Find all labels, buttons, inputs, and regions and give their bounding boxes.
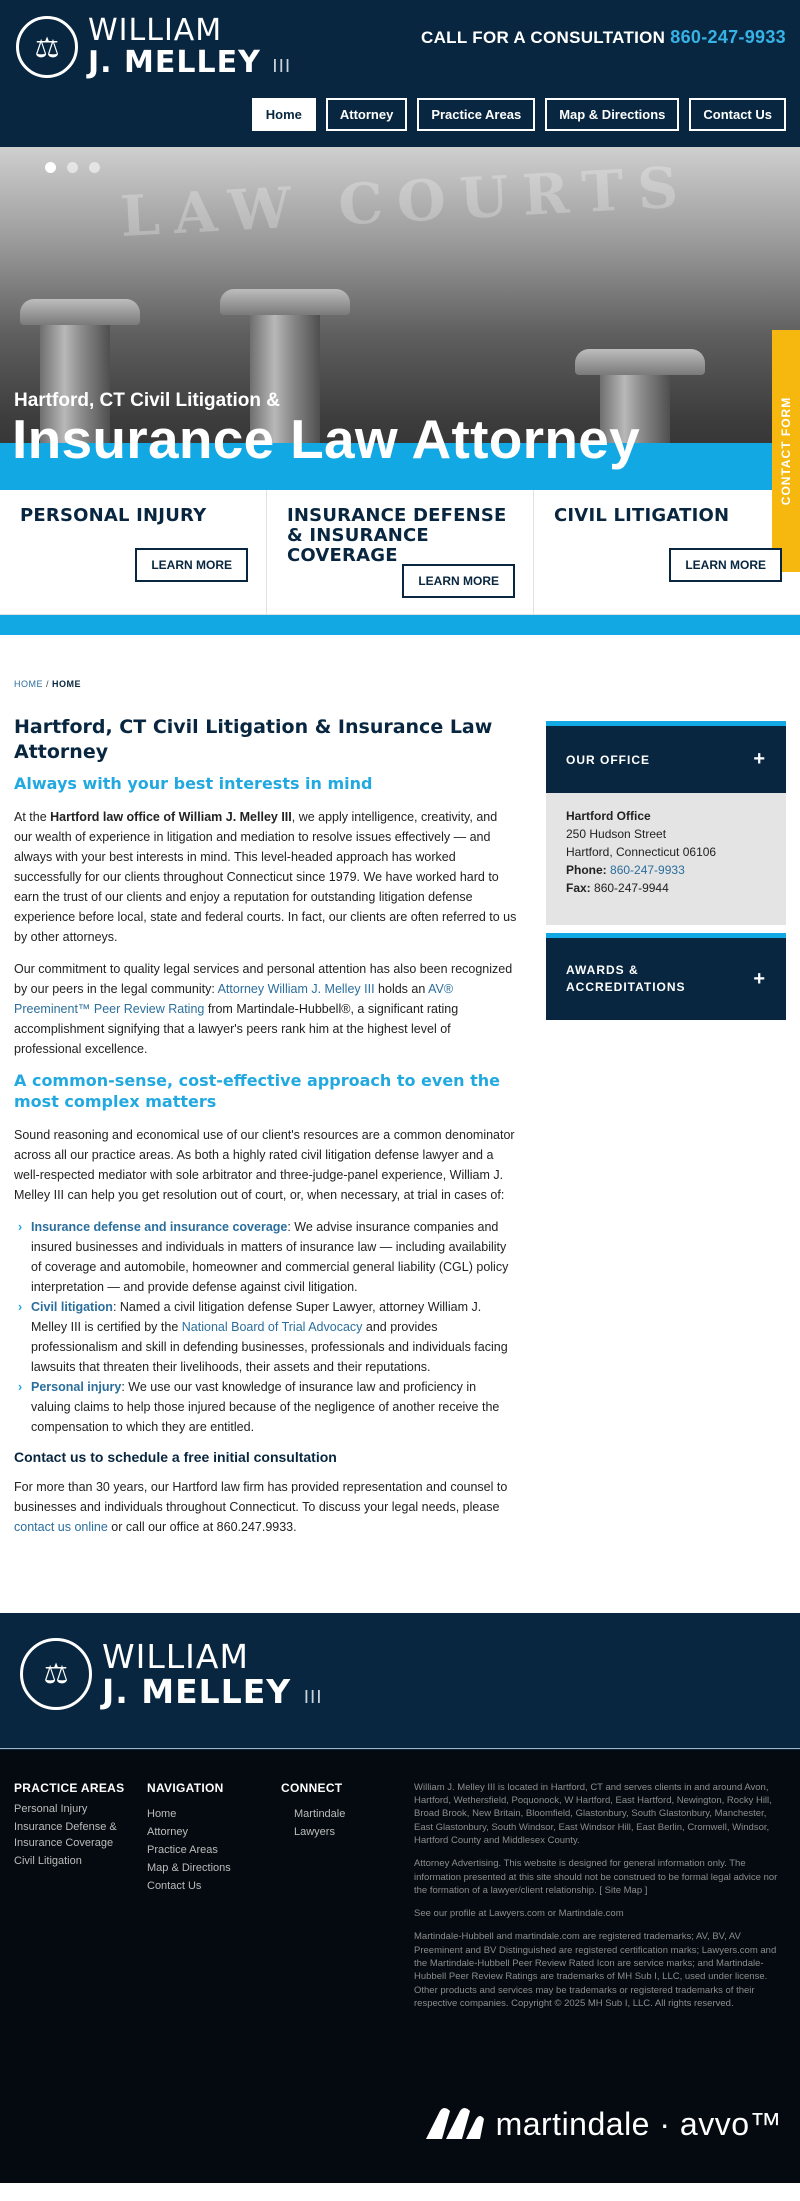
practice-box-civil-litigation [534, 490, 800, 614]
site-logo[interactable] [16, 13, 292, 80]
list-item: › Civil litigation: Named a civil litigation defense Super Lawyer, attorney William J. Melley III is certified by the National Board of Trial Advocacy and provides professionalism and skill in defending businesses, professionals and individuals facing lawsuits that threaten their livelihoods, their assets and their reputations. [14, 1297, 518, 1377]
practice-title: INSURANCE DEFENSE & INSURANCE COVERAGE [287, 505, 507, 566]
scales-of-justice-icon: ⚖ [20, 1638, 92, 1710]
hero-column-capital [220, 289, 350, 315]
footer-link[interactable]: Home [147, 1808, 177, 1821]
header-phone-link[interactable]: 860-247-9933 [670, 27, 786, 47]
footer-heading: NAVIGATION [147, 1780, 224, 1795]
footer-practice-areas [14, 1781, 134, 1872]
service-area-text: William J. Melley III is located in Hartford, CT and serves clients in and around Avon, Hartford, Wethersfield, Poquonock, W Hartford, East Hartford, Newington, Rocky Hill, Broad Brook, New Britain, Bloomfield, Glastonbury, South Glastonbury, Manchester, East Glastonbury, South Windsor, East Windsor Hill, East Berlin, Cromwell, Windsor, Hartford County and Middlesex County. [414, 1781, 772, 1846]
practice-box-personal-injury [0, 490, 267, 614]
office-fax: 860-247-9944 [594, 881, 669, 895]
office-name: Hartford Office [566, 809, 651, 823]
learn-more-button[interactable]: LEARN MORE [669, 548, 782, 582]
subheading: Always with your best interests in mind [14, 774, 373, 794]
footer-disclaimer [414, 1781, 786, 2020]
slider-dot[interactable] [67, 162, 78, 173]
footer-link[interactable]: Contact Us [147, 1879, 202, 1892]
consultation-cta: CALL FOR A CONSULTATION 860-247-9933 [421, 27, 786, 47]
contact-online-link[interactable]: contact us online [14, 1519, 108, 1534]
footer-heading: PRACTICE AREAS [14, 1780, 125, 1795]
sidebar [546, 721, 786, 1549]
nav-attorney[interactable]: Attorney [326, 98, 407, 131]
office-city: Hartford, Connecticut 06106 [566, 845, 717, 859]
hero-kicker: Hartford, CT Civil Litigation & [14, 390, 280, 411]
footer-link[interactable]: Attorney [147, 1826, 188, 1839]
footer-heading: CONNECT [281, 1780, 343, 1795]
contact-form-tab[interactable]: CONTACT FORM [772, 330, 800, 572]
practice-title: CIVIL LITIGATION [554, 505, 730, 526]
logo-first-name: WILLIAM [102, 1636, 249, 1676]
profile-text: See our profile at Lawyers.com or Martindale.com [414, 1908, 624, 1920]
hero-carving: LAW COURTS [118, 154, 694, 250]
nbta-link[interactable]: National Board of Trial Advocacy [181, 1319, 363, 1334]
martindale-avvo-mark-icon [424, 2107, 484, 2141]
recognition-paragraph: Our commitment to quality legal services and personal attention has also been recognized by our peers in the legal community: Attorney William J. Melley III holds an AV® Preeminent™ Peer Review Rating from Martindale-Hubbell®, a significant rating accomplishment signifying that a lawyer's peers rank him at the highest level of professional excellence. [14, 962, 513, 1057]
main-content [14, 679, 518, 1549]
breadcrumb-current: HOME [52, 679, 82, 689]
logo-last-name: J. MELLEY III [88, 45, 292, 80]
blue-divider [0, 615, 800, 635]
nav-map-directions[interactable]: Map & Directions [545, 98, 679, 131]
plus-icon: + [753, 967, 766, 990]
personal-injury-link[interactable]: Personal injury [31, 1379, 122, 1394]
attorney-link[interactable]: Attorney William J. Melley III [217, 982, 375, 997]
list-item: › Personal injury: We use our vast knowledge of insurance law and proficiency in valuing claims to help those injured because of the negligence of another receive the compensation to which they are entitled. [14, 1377, 518, 1437]
hero-headline: Insurance Law Attorney [12, 408, 641, 470]
peer-review-link[interactable]: AV® Preeminent™ Peer Review Rating [14, 982, 454, 1017]
awards-toggle[interactable]: AWARDS & ACCREDITATIONS + [546, 933, 786, 1020]
our-office-toggle[interactable]: OUR OFFICE + [546, 721, 786, 793]
learn-more-button[interactable]: LEARN MORE [402, 564, 515, 598]
footer-navigation [147, 1781, 267, 1897]
footer-link[interactable]: Map & Directions [147, 1861, 231, 1874]
consultation-heading: Contact us to schedule a free initial consultation [14, 1448, 337, 1465]
page-title: Hartford, CT Civil Litigation & Insurance Law Attorney [14, 716, 493, 763]
learn-more-button[interactable]: LEARN MORE [135, 548, 248, 582]
approach-paragraph: Sound reasoning and economical use of our client's resources are a common denominator across all our practice areas. As both a highly rated civil litigation defense lawyer and a well-respected mediator with sole arbitrator and three-judge-panel experience, William J. Melley III can help you get resolution out of court, or, when necessary, at trial in cases of: [14, 1127, 515, 1202]
subheading: A common-sense, cost-effective approach to even the most complex matters [14, 1071, 501, 1111]
attorney-advertising-text: Attorney Advertising. This website is designed for general information only. The information presented at this site should not be construed to be formal legal advice nor the formation of a lawyer/client relationship. [ Site Map ] [414, 1858, 778, 1896]
closing-paragraph: For more than 30 years, our Hartford law firm has provided representation and counsel to businesses and individuals throughout Connecticut. To discuss your legal needs, please contact us online or call our office at 860.247.9933. [14, 1479, 508, 1534]
breadcrumb-home-link[interactable]: HOME [14, 679, 43, 689]
footer-link[interactable]: Practice Areas [147, 1844, 218, 1857]
office-street: 250 Hudson Street [566, 827, 667, 841]
site-footer [0, 1750, 800, 2183]
footer-link[interactable]: Martindale [294, 1808, 346, 1821]
nav-contact-us[interactable]: Contact Us [689, 98, 786, 131]
intro-paragraph: At the Hartford law office of William J. Melley III, we apply intelligence, creativity, and our wealth of experience in litigation and mediation to resolve issues effectively — and always with your best interests in mind. This level-headed approach has worked successfully for our clients throughout Connecticut since 1979. We have worked hard to earn the trust of our clients and enjoy a reputation for outstanding litigation defense experience before local, state and federal courts. In fact, our clients are often referred to us by other attorneys. [14, 810, 517, 945]
footer-link[interactable]: Lawyers [294, 1826, 335, 1839]
hero-slider [0, 147, 800, 490]
practice-title: PERSONAL INJURY [20, 505, 207, 526]
site-header [0, 0, 800, 147]
logo-last-name: J. MELLEY III [102, 1671, 323, 1711]
footer-logo-band [0, 1613, 800, 1748]
slider-dot[interactable] [45, 162, 56, 173]
practice-box-insurance-defense [267, 490, 534, 614]
footer-link[interactable]: Personal Injury [14, 1803, 88, 1816]
insurance-defense-link[interactable]: Insurance defense and insurance coverage [31, 1219, 288, 1234]
office-phone-link[interactable]: 860-247-9933 [610, 863, 685, 877]
footer-logo[interactable] [20, 1638, 323, 1710]
civil-litigation-link[interactable]: Civil litigation [31, 1299, 113, 1314]
content-area [0, 679, 800, 1549]
hero-column-capital [20, 299, 140, 325]
slider-dots [45, 162, 100, 173]
nav-home[interactable]: Home [252, 98, 316, 131]
scales-of-justice-icon: ⚖ [16, 16, 78, 78]
trademark-text: Martindale-Hubbell and martindale.com are registered trademarks; AV, BV, AV Preeminent and BV Distinguished are registered certification marks; Lawyers.com and the Martindale-Hubbell Peer Review Rated Icon are service marks; and Martindale-Hubbell Peer Review Ratings are trademarks of MH Sub I, LLC, used under license. Other products and services may be trademarks or registered trademarks of their respective companies. Copyright © 2025 MH Sub I, LLC. All rights reserved. [414, 1931, 777, 2009]
list-item: › Insurance defense and insurance coverage: We advise insurance companies and insured businesses and individuals in matters of insurance law — including availability of coverage and automobile, homeowner and commercial general liability (CGL) policy interpretation — and provide defense against civil litigation. [14, 1217, 518, 1297]
practice-area-boxes [0, 490, 800, 615]
footer-link[interactable]: Civil Litigation [14, 1854, 82, 1867]
practice-list [14, 1217, 518, 1437]
main-nav [252, 98, 786, 131]
martindale-avvo-logo[interactable]: martindale · avvo™ [424, 2106, 782, 2143]
plus-icon: + [753, 748, 766, 770]
slider-dot[interactable] [89, 162, 100, 173]
office-details: Hartford Office 250 Hudson Street Hartford, Connecticut 06106 Phone: 860-247-9933 Fax: 860-247-9944 [546, 793, 786, 925]
breadcrumb: HOME / HOME [14, 679, 82, 689]
footer-link[interactable]: Insurance Defense & Insurance Coverage [14, 1821, 117, 1850]
footer-connect [281, 1781, 371, 1843]
logo-first-name: WILLIAM [88, 13, 223, 48]
hero-column-capital [575, 349, 705, 375]
nav-practice-areas[interactable]: Practice Areas [417, 98, 535, 131]
